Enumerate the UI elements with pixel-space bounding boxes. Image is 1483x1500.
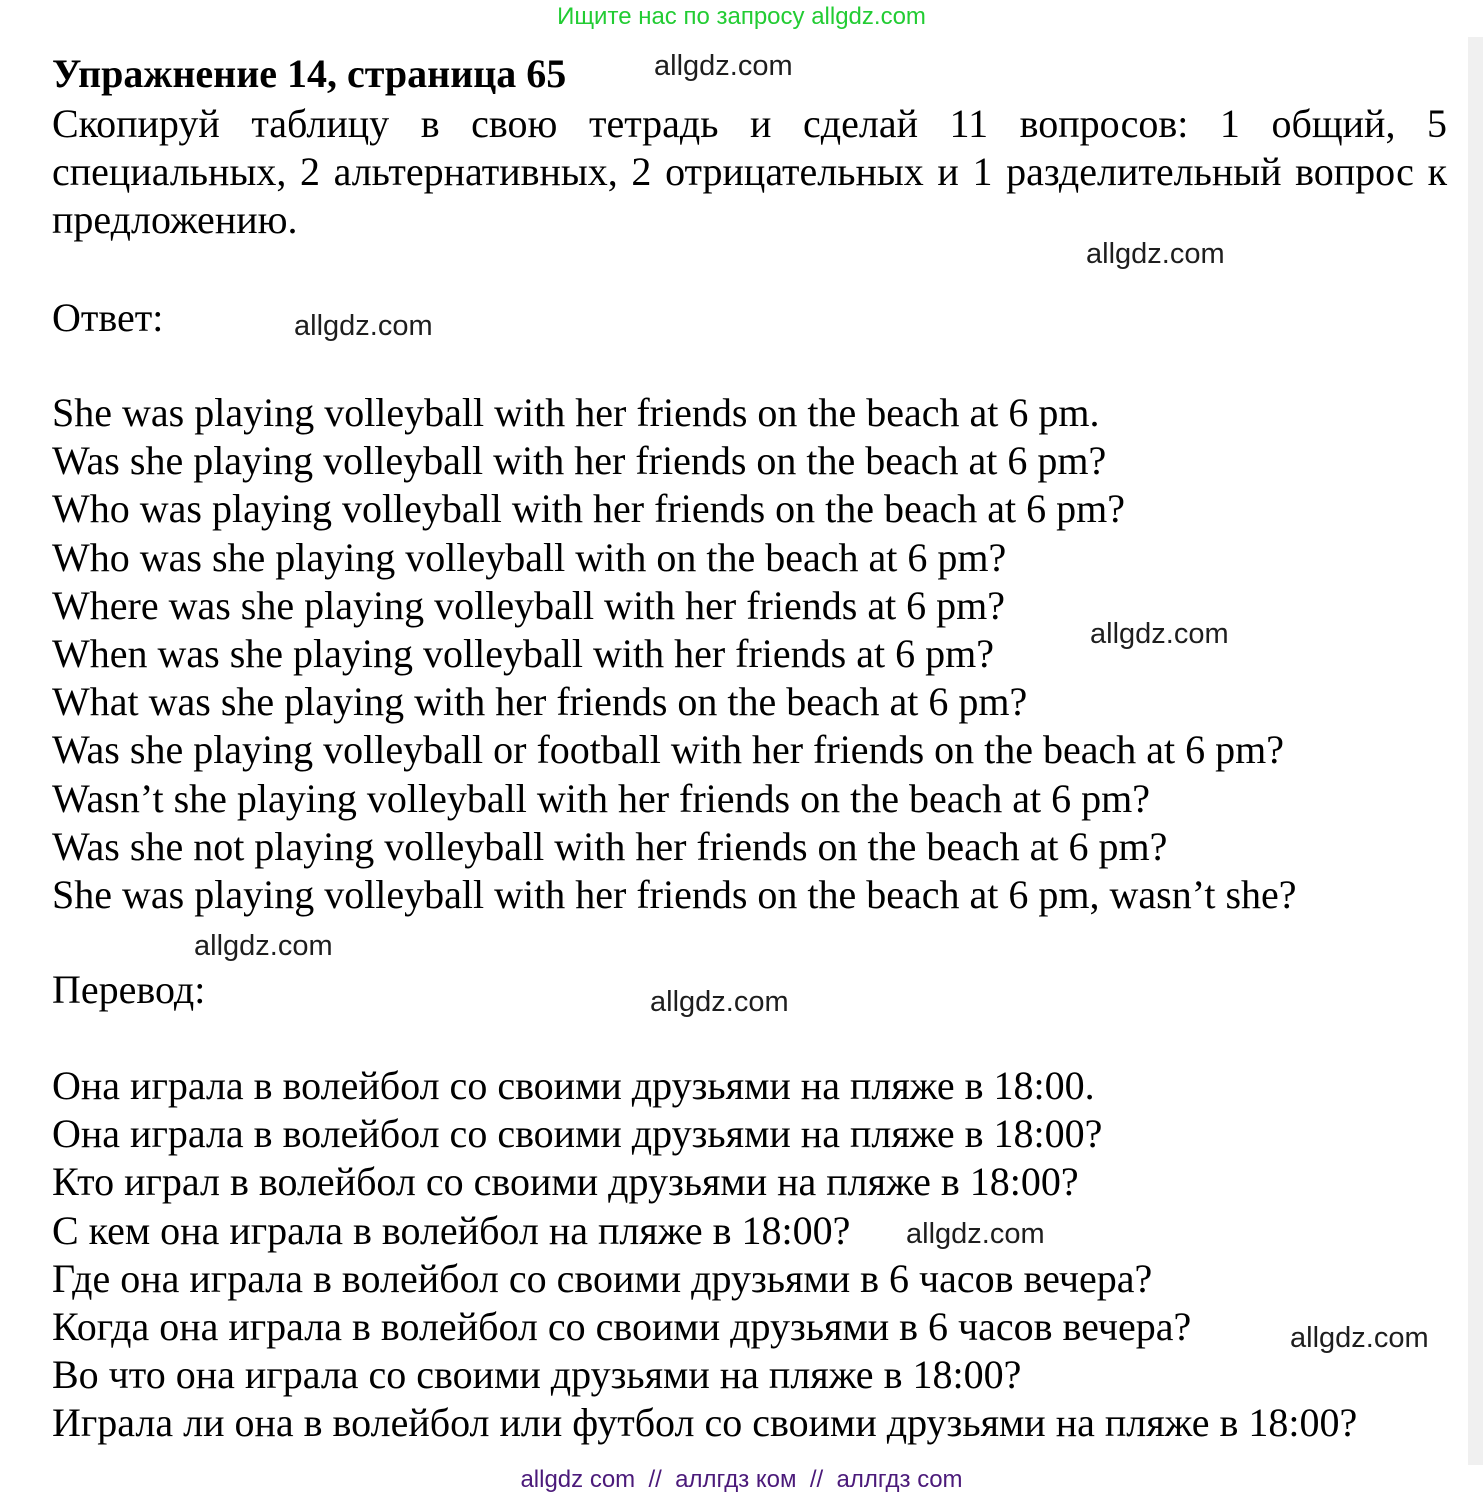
answer-line: Wasn’t she playing volleyball with her friends on the beach at 6 pm? — [52, 775, 1150, 821]
answer-line: She was playing volleyball with her friends on the beach at 6 pm. — [52, 390, 1100, 435]
answer-line: Who was playing volleyball with her friends on the beach at 6 pm? — [52, 486, 1126, 532]
watermark: allgdz.com — [1086, 238, 1225, 270]
answer-line: She was playing volleyball with her friends on the beach at 6 pm, wasn’t she? — [52, 871, 1297, 917]
watermark: allgdz.com — [654, 50, 793, 82]
answer-line: Was she not playing volleyball with her friends on the beach at 6 pm? — [52, 823, 1168, 869]
answer-line: Was she playing volleyball or football with her friends on the beach at 6 pm? — [52, 727, 1284, 773]
answer-line: Where was she playing volleyball with her friends at 6 pm? — [52, 582, 1006, 628]
answer-lines — [52, 389, 1297, 919]
answer-line: Was she playing volleyball with her friends on the beach at 6 pm? — [52, 438, 1107, 484]
watermark: allgdz.com — [650, 986, 789, 1018]
answer-label: Ответ: — [52, 295, 164, 340]
translation-line: Она играла в волейбол со своими друзьями на пляже в 18:00. — [52, 1063, 1095, 1108]
translation-line: Она играла в волейбол со своими друзьями на пляже в 18:00? — [52, 1111, 1103, 1157]
task-text: Скопируй таблицу в свою тетрадь и сделай 11 вопросов: 1 общий, 5 специальных, 2 альтернативных, 2 отрицательных и 1 разделительный вопрос к предложению. — [52, 101, 1447, 242]
translation-lines — [52, 1062, 1357, 1448]
watermark: allgdz.com — [294, 310, 433, 342]
watermark: allgdz.com — [194, 930, 333, 962]
translation-line: С кем она играла в волейбол на пляже в 18:00? — [52, 1207, 851, 1253]
translation-line: Кто играл в волейбол со своими друзьями на пляже в 18:00? — [52, 1159, 1079, 1205]
footer-watermark: allgdz com // аллгдз ком // аллгдз com — [520, 1466, 963, 1493]
translation-line: Где она играла в волейбол со своими друзьями в 6 часов вечера? — [52, 1255, 1153, 1301]
translation-label: Перевод: — [52, 967, 206, 1012]
side-scroll-strip — [1468, 37, 1483, 1465]
translation-line: Играла ли она в волейбол или футбол со своими друзьями на пляже в 18:00? — [52, 1400, 1358, 1446]
watermark: allgdz.com — [906, 1218, 1045, 1250]
exercise-heading: Упражнение 14, страница 65 — [52, 51, 567, 96]
answer-line: When was she playing volleyball with her friends at 6 pm? — [52, 630, 994, 676]
top-banner: Ищите нас по запросу allgdz.com — [557, 3, 926, 30]
answer-line: Who was she playing volleyball with on the beach at 6 pm? — [52, 534, 1007, 580]
translation-line: Когда она играла в волейбол со своими друзьями в 6 часов вечера? — [52, 1303, 1192, 1349]
watermark: allgdz.com — [1290, 1322, 1429, 1354]
watermark: allgdz.com — [1090, 618, 1229, 650]
answer-line: What was she playing with her friends on the beach at 6 pm? — [52, 679, 1028, 725]
translation-line: Во что она играла со своими друзьями на пляже в 18:00? — [52, 1352, 1022, 1398]
